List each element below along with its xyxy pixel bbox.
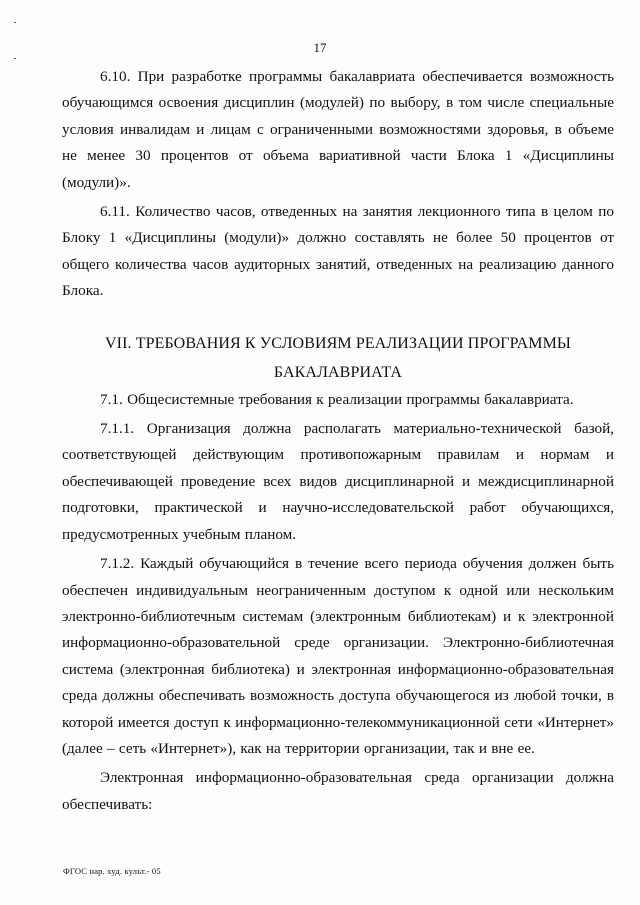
paragraph-6-11: 6.11. Количество часов, отведенных на занятия лекционного типа в целом по Блоку 1 «Дисциплины (модули)» должно составлять не более 50 процентов от общего количества часов аудиторных занятий, отведенных на реализацию данного Блока. — [62, 203, 614, 300]
section-heading-line-2: БАКАЛАВРИАТА — [273, 363, 403, 381]
paragraph-6-10: 6.10. При разработке программы бакалавриата обеспечивается возможность обучающимся освоения дисциплин (модулей) по выбору, в том числе специальные условия инвалидам и лицам с ограниченными возможностями здоровья, в объеме не менее 30 процентов от объема вариативной части Блока 1 «Дисциплины (модули)». — [62, 68, 614, 191]
scan-mark — [14, 58, 16, 59]
scan-mark — [14, 22, 16, 23]
paragraph-7-1-1: 7.1.1. Организация должна располагать материально-технической базой, соответствующей действующим противопожарным правилам и нормам и обеспечивающей проведение всех видов дисциплинарной и междисциплинарной подготовки, практической и научно-исследовательской работ обучающихся, предусмотренных учебным планом. — [62, 420, 614, 543]
page-number: 17 — [313, 40, 327, 55]
footer-code: ФГОС нар. худ. культ.- 05 — [63, 866, 161, 876]
paragraph-7-1: 7.1. Общесистемные требования к реализации программы бакалавриата. — [100, 390, 574, 408]
paragraph-7-1-2: 7.1.2. Каждый обучающийся в течение всего периода обучения должен быть обеспечен индивидуальным неограниченным доступом к одной или нескольким электронно-библиотечным системам (электронным библиотекам) и к электронной информационно-образовательной среде организации. Электронно-библиотечная система (электронная библиотека) и электронная информационно-образовательная среда должны обеспечивать возможность доступа обучающегося из любой точки, в которой имеется доступ к информационно-телекоммуникационной сети «Интернет» (далее – сеть «Интернет»), как на территории организации, так и вне ее. — [62, 555, 614, 757]
paragraph-eios: Электронная информационно-образовательная среда организации должна обеспечивать: — [62, 769, 614, 813]
page-content — [62, 64, 614, 818]
section-heading-line-1: VII. ТРЕБОВАНИЯ К УСЛОВИЯМ РЕАЛИЗАЦИИ ПРОГРАММЫ — [105, 334, 571, 352]
